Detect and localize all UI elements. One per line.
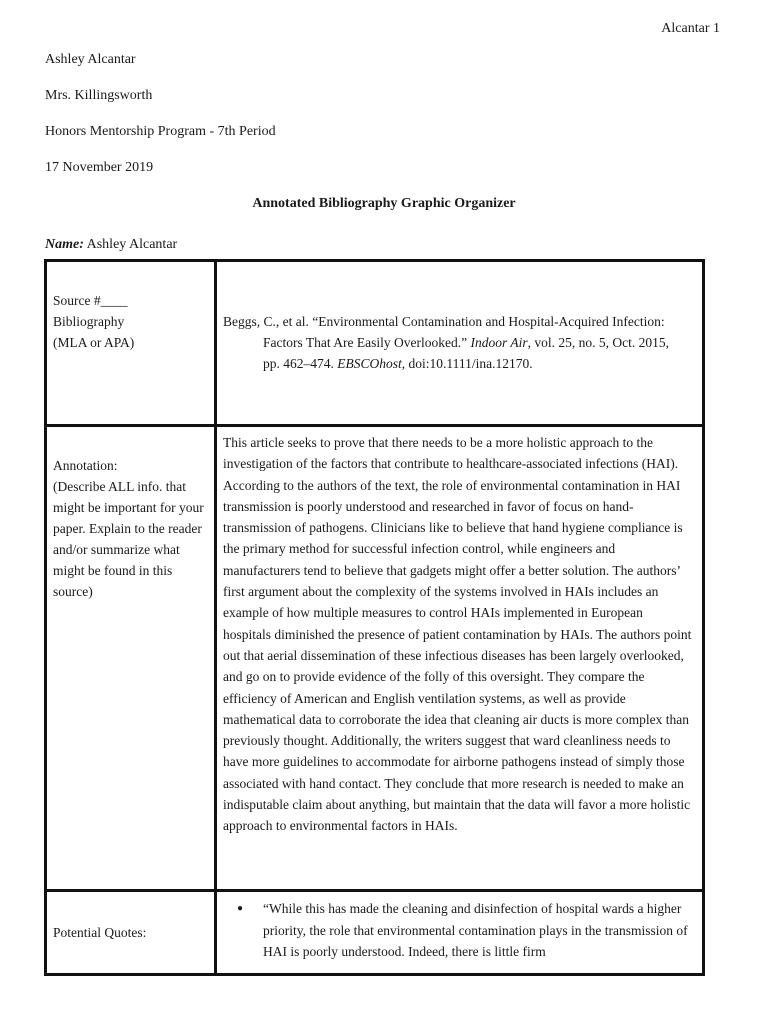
name-value: Ashley Alcantar [83, 237, 178, 252]
citation-doi: , doi:10.1111/ina.12170. [401, 356, 533, 371]
format-label: (MLA or APA) [53, 335, 135, 350]
course-name: Honors Mentorship Program - 7th Period [45, 124, 276, 139]
quotes-cell [216, 891, 704, 975]
citation-cell [216, 261, 704, 426]
source-label-cell [46, 261, 216, 426]
annotation-text: This article seeks to prove that there needs to be a more holistic approach to the investigation of the factors that contribute to healthcare-associated infections (HAI). According to the authors of the text, the role of environmental contamination in HAI transmission is poorly understood and researched in favor of focus on hand-transmission of pathogens. Clinicians like to believe that hand hygiene compliance is the primary method for successful infection control, while engineers and manufacturers tend to believe that gadgets might offer a better solution. The authors’ first argument about the complexity of the systems involved in HAIs includes an example of how multiple measures to control HAIs implemented in European hospitals diminished the presence of patient contamination by HAIs. The authors point out that aerial dissemination of these infectious diseases has been largely overlooked, and go on to provide evidence of the folly of this oversight. They compare the efficiency of American and English ventilation systems, as well as provide mathematical data to corroborate the idea that cleaning air ducts is more complex than previously thought. Additionally, the writers suggest that ward cleanliness needs to have more guidelines to accommodate for airborne pathogens instead of simply those associated with hand contact. They conclude that more research is needed to make an indisputable claim about anything, but maintain that the data will favor a more holistic approach to environmental factors in HAIs. [223, 435, 692, 834]
citation-text [217, 262, 702, 374]
source-row [46, 261, 704, 426]
annotation-label-cell [46, 426, 216, 891]
bibliography-label: Bibliography [53, 314, 125, 329]
teacher-name: Mrs. Killingsworth [45, 88, 153, 103]
citation-volume: , vol. 25, no. 5, Oct. 2015, pp. 462–474. [263, 335, 669, 371]
quote-item: ● “While this has made the cleaning and disinfection of hospital wards a higher priority, the role that environmental contamination plays in the transmission of HAI is poorly understood. Indeed, there is little firm [263, 898, 694, 963]
citation-journal: Indoor Air [470, 335, 528, 350]
bibliography-table [44, 259, 705, 976]
annotation-label: Annotation: [53, 458, 118, 473]
name-label: Name: [45, 237, 84, 252]
citation-main: Beggs, C., et al. “Environmental Contamination and Hospital-Acquired Infection: Factors That Are Easily Overlooked.” [223, 314, 665, 350]
page-title: Annotated Bibliography Graphic Organizer [252, 196, 516, 211]
quotes-label: Potential Quotes: [53, 925, 147, 940]
name-row [45, 234, 177, 255]
quotes-list [217, 892, 702, 963]
student-name: Ashley Alcantar [45, 52, 136, 67]
citation-database: EBSCOhost [337, 356, 402, 371]
annotation-instructions: (Describe ALL info. that might be important for your paper. Explain to the reader and/or summarize what might be found in this source) [53, 479, 204, 599]
annotation-row [46, 426, 704, 891]
source-number-label: Source #____ [53, 293, 128, 308]
document-date: 17 November 2019 [45, 160, 154, 175]
annotation-cell [216, 426, 704, 891]
running-head: Alcantar 1 [661, 21, 720, 36]
quotes-row [46, 891, 704, 975]
quotes-label-cell [46, 891, 216, 975]
